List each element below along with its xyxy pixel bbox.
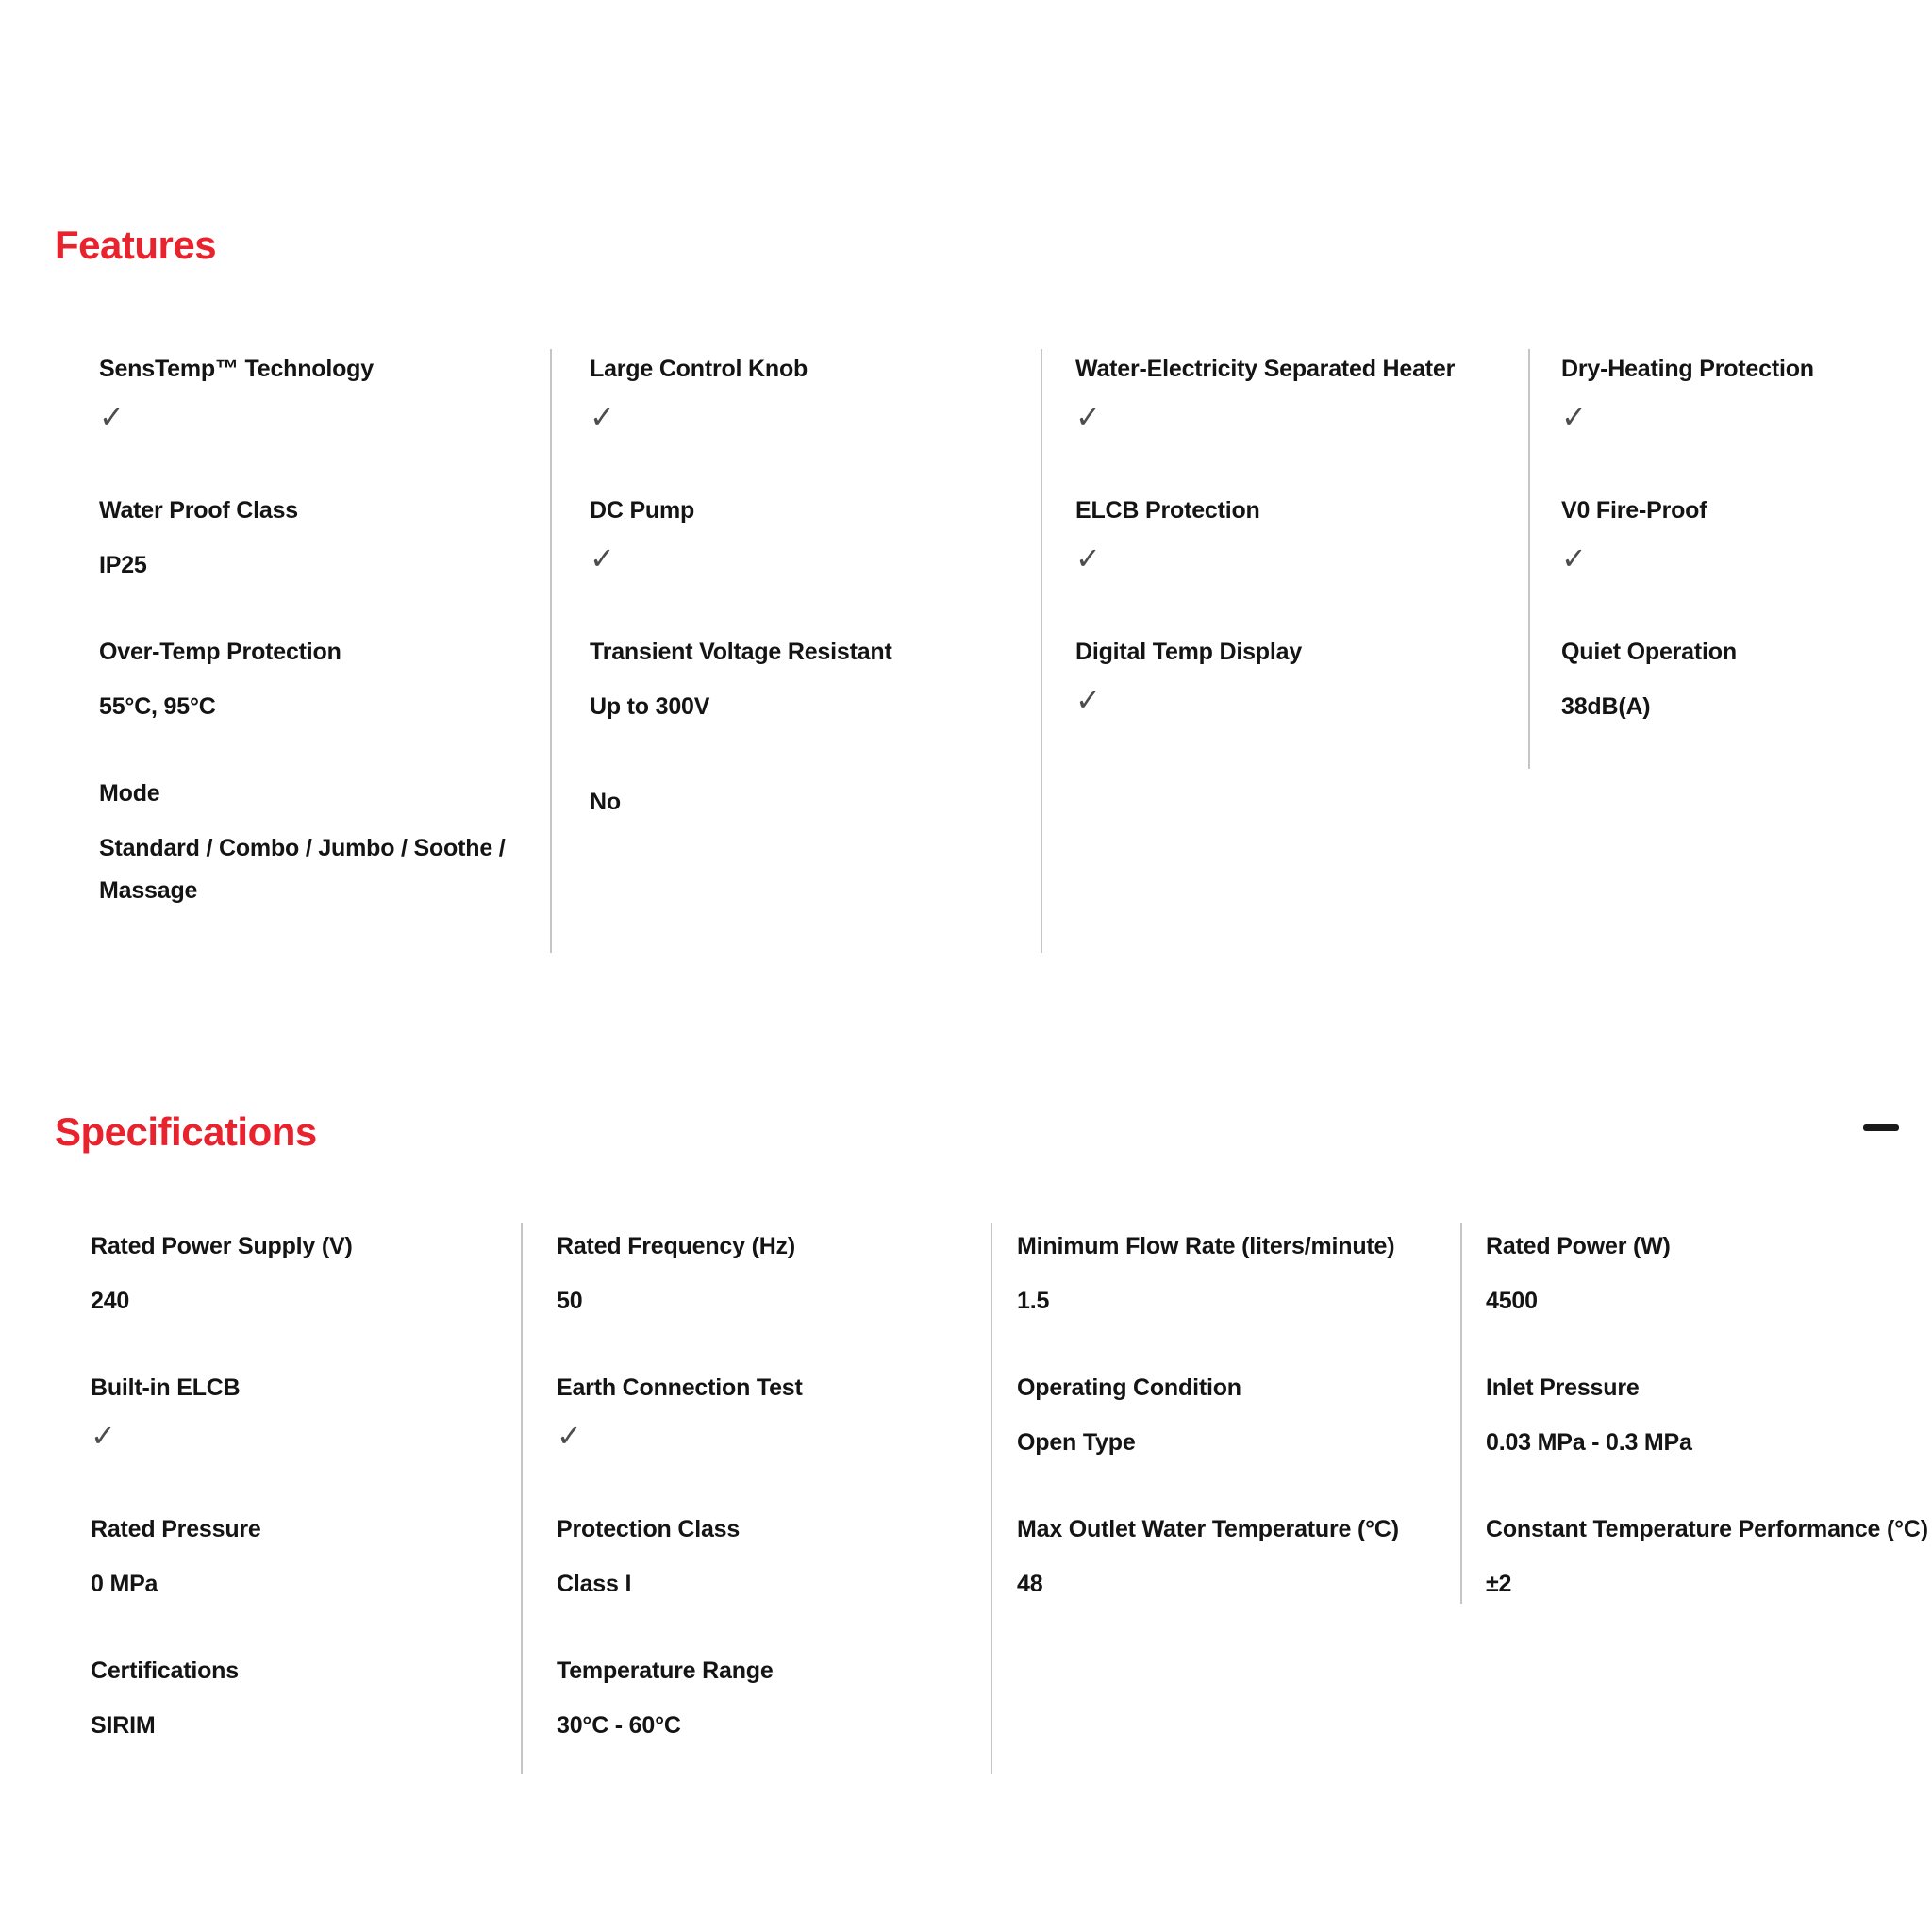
spec-item: [1486, 1373, 1692, 1464]
spec-label: Rated Power (W): [1486, 1233, 1671, 1259]
check-icon: ✓: [557, 1419, 582, 1453]
spec-value: ±2: [1486, 1571, 1512, 1597]
feature-label: SensTemp™ Technology: [99, 356, 374, 382]
spec-item: [1017, 1231, 1394, 1323]
feature-item: [99, 637, 341, 728]
spec-value: SIRIM: [91, 1712, 156, 1739]
feature-item: [1561, 495, 1707, 575]
spec-item: [1017, 1514, 1399, 1606]
spec-value: 0.03 MPa - 0.3 MPa: [1486, 1429, 1692, 1456]
spec-label: Certifications: [91, 1657, 239, 1684]
column-divider: [521, 1223, 523, 1774]
spec-value: 48: [1017, 1571, 1043, 1597]
spec-label: Minimum Flow Rate (liters/minute): [1017, 1233, 1395, 1259]
feature-item: [590, 495, 694, 575]
feature-label: Digital Temp Display: [1075, 639, 1303, 665]
check-icon: ✓: [590, 541, 615, 575]
feature-label: Dry-Heating Protection: [1561, 356, 1814, 382]
spec-value: 1.5: [1017, 1288, 1050, 1314]
feature-value: IP25: [99, 552, 147, 578]
spec-label: Constant Temperature Performance (°C): [1486, 1516, 1928, 1542]
spec-value: Class I: [557, 1571, 632, 1597]
spec-label: Temperature Range: [557, 1657, 774, 1684]
spec-item: [91, 1231, 353, 1323]
feature-label: V0 Fire-Proof: [1561, 497, 1707, 524]
spec-item: [557, 1514, 740, 1606]
spec-item: [1486, 1231, 1671, 1323]
spec-item: [557, 1231, 795, 1323]
spec-value: 50: [557, 1288, 583, 1314]
feature-label: Over-Temp Protection: [99, 639, 341, 665]
column-divider: [1460, 1223, 1462, 1604]
spec-item: [557, 1656, 774, 1747]
check-icon: ✓: [1075, 541, 1101, 575]
feature-label: Water-Electricity Separated Heater: [1075, 356, 1456, 382]
spec-label: Rated Frequency (Hz): [557, 1233, 795, 1259]
spec-label: Max Outlet Water Temperature (°C): [1017, 1516, 1399, 1542]
check-icon: ✓: [1075, 400, 1101, 434]
feature-value: 55°C, 95°C: [99, 693, 216, 720]
spec-item: [91, 1373, 240, 1452]
spec-item: [91, 1656, 239, 1747]
features-section-title: Features: [55, 223, 217, 267]
check-icon: ✓: [99, 400, 125, 434]
column-divider: [991, 1223, 992, 1774]
spec-value: Open Type: [1017, 1429, 1136, 1456]
feature-item: [99, 778, 533, 912]
check-icon: ✓: [590, 400, 615, 434]
spec-value: 0 MPa: [91, 1571, 158, 1597]
spec-item: [91, 1514, 261, 1606]
column-divider: [550, 349, 552, 953]
check-icon: ✓: [1561, 400, 1587, 434]
feature-value: Up to 300V: [590, 693, 710, 720]
spec-value: 240: [91, 1288, 130, 1314]
minus-icon[interactable]: [1863, 1124, 1899, 1131]
feature-item: [1075, 354, 1455, 433]
column-divider: [1041, 349, 1042, 953]
spec-item: [1017, 1373, 1241, 1464]
feature-item: [1075, 637, 1302, 716]
feature-item: [1561, 354, 1814, 433]
feature-item: [1075, 495, 1260, 575]
feature-label: Large Control Knob: [590, 356, 808, 382]
feature-value: 38dB(A): [1561, 693, 1651, 720]
feature-item: [590, 637, 892, 728]
spec-item: [557, 1373, 803, 1452]
feature-label: Water Proof Class: [99, 497, 299, 524]
feature-value: Standard / Combo / Jumbo / Soothe / Massage: [99, 835, 506, 904]
feature-label: Mode: [99, 780, 160, 807]
spec-label: Inlet Pressure: [1486, 1374, 1640, 1401]
feature-item: [99, 495, 298, 587]
feature-value: No: [590, 789, 621, 815]
spec-label: Built-in ELCB: [91, 1374, 241, 1401]
feature-item: [590, 781, 621, 824]
spec-item: [1486, 1514, 1928, 1606]
spec-label: Protection Class: [557, 1516, 741, 1542]
spec-label: Rated Power Supply (V): [91, 1233, 353, 1259]
feature-label: ELCB Protection: [1075, 497, 1260, 524]
specifications-section-title: Specifications: [55, 1109, 317, 1154]
spec-label: Earth Connection Test: [557, 1374, 803, 1401]
check-icon: ✓: [1075, 683, 1101, 717]
spec-value: 30°C - 60°C: [557, 1712, 681, 1739]
feature-label: DC Pump: [590, 497, 695, 524]
feature-label: Quiet Operation: [1561, 639, 1737, 665]
spec-label: Rated Pressure: [91, 1516, 261, 1542]
check-icon: ✓: [1561, 541, 1587, 575]
feature-item: [590, 354, 808, 433]
feature-item: [99, 354, 374, 433]
column-divider: [1528, 349, 1530, 769]
feature-item: [1561, 637, 1737, 728]
spec-label: Operating Condition: [1017, 1374, 1241, 1401]
feature-label: Transient Voltage Resistant: [590, 639, 892, 665]
check-icon: ✓: [91, 1419, 116, 1453]
spec-value: 4500: [1486, 1288, 1538, 1314]
